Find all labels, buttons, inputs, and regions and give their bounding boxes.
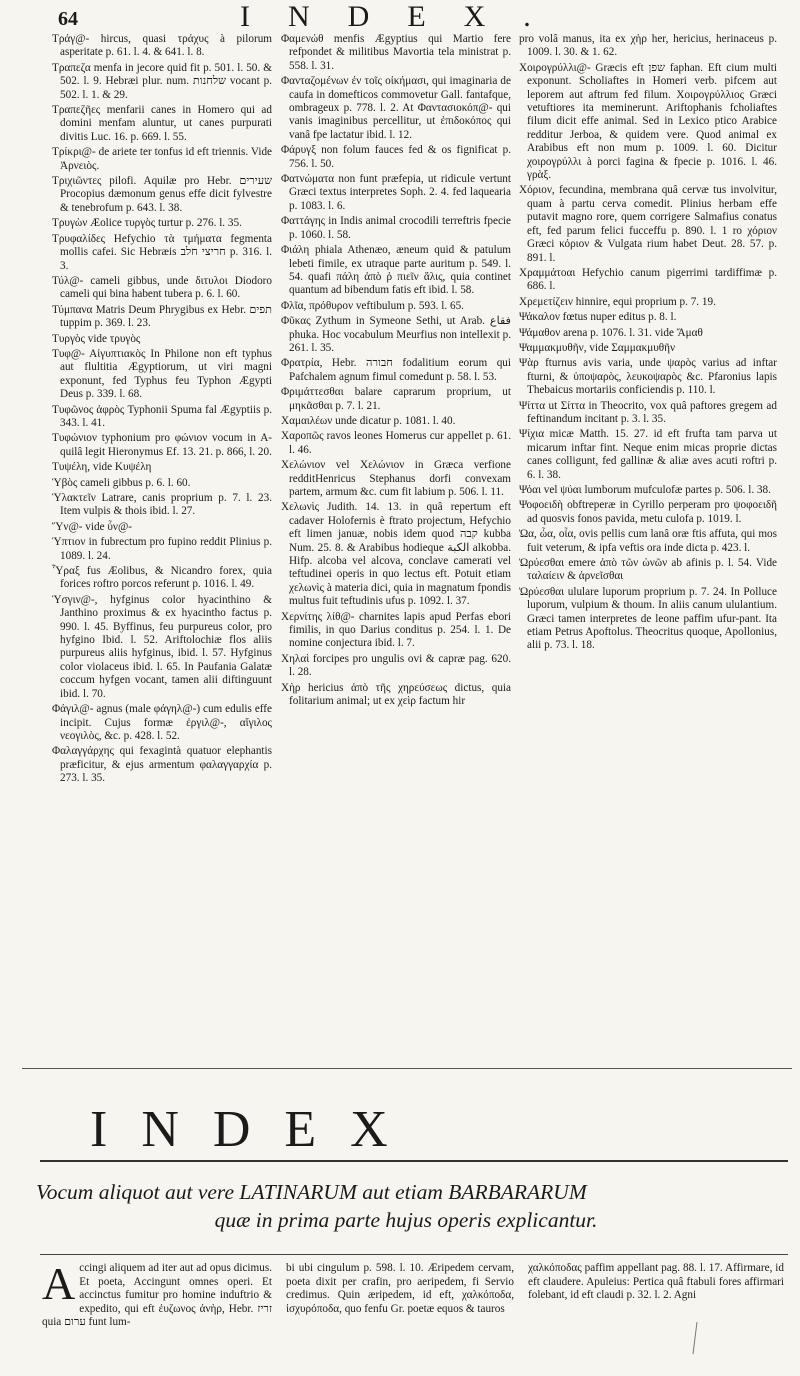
running-head: INDEX. bbox=[240, 0, 569, 33]
drop-cap: A bbox=[42, 1262, 76, 1309]
index-entry: Ὠρύεσθαι ululare luporum proprium p. 7. 24. In Polluce luporum, vulpium & thoum. In aliis canum ululantium. Græci tamen interpretes de leone paffim ufur-pant. Ita etiam Petrus Apoftolus. Theocritus quoque, Apollonius, alii p. 73. l. 18. bbox=[519, 585, 777, 652]
index-entry: Τρίκρι@- de ariete ter tonfus id eft triennis. Vide Ἀρνειὸς. bbox=[52, 146, 272, 172]
index-entry: Τυφῶνος ἀφρὸς Typhonii Spuma fal Ægyptiis p. 343. l. 41. bbox=[52, 403, 272, 429]
index-entry: Ὠρύεσθαι emere ἀπὸ τῶν ὠνῶν ab afinis p. l. 54. Vide ταλαίειν & ἀρνεῖσθαι bbox=[519, 557, 777, 583]
index-entry: Τραπεζα menfa in jecore quid fit p. 501. l. 50. & 502. l. 9. Hebræi plur. num. שלחנות vocant p. 502. l. 1. & 29. bbox=[52, 61, 272, 101]
latin-index-text-2: bi ubi cingulum p. 598. l. 10. Æripedem cervam, poeta dixit per crafin, pro aeripedem, fi Servio credimus. Quin æripedem, id eft, χαλκόποδα, ἰσχυρόποδα, quo fenfu Gr. poetæ equos & tauros bbox=[286, 1262, 514, 1315]
subtitle-rule bbox=[40, 1254, 788, 1255]
index-entry: Χελωνὶς Judith. 14. 13. in quâ repertum eft cadaver Holofernis è ftrato projectum, Hefychio eft limen januæ, nobis idem quod קבה kubba Num. 25. 8. & Arabibus hodieque الكبة alkobba. Hifp. alcoba vel alcova, conclave camerati vel teftudinei operis in quo lectus eft. Potuit etiam χελωνὶς à materia dici, quia in magnatum fpondis multus fuit teftudinis ufus p. 1092. l. 37. bbox=[281, 501, 511, 608]
index-entry: Χελώνιον vel Χελώνιον in Græca verfione redditHenricus Stephanus dorfi convexam partem, armum &c. cum fit labium p. 506. l. 11. bbox=[281, 459, 511, 498]
index-entry: Φατνώματα non funt præfepia, ut ridicule vertunt Græci textus interpretes Soph. 2. 4. fed laquearia p. 1083. l. 6. bbox=[281, 173, 511, 212]
index-entry: Τριχιῶντες pilofi. Aquilæ pro Hebr. שעירים Procopius dæmonum genus effe dicit fylvestre & tenebrofum p. 643. l. 38. bbox=[52, 175, 272, 214]
index-entry: Ὑβὸς cameli gibbus p. 6. l. 60. bbox=[52, 476, 191, 489]
index-entry: Φαλαγγάρχης qui fexagintà quatuor elephantis præficitur, & ejus armentum φαλαγγαρχία p. 273. l. 35. bbox=[52, 745, 272, 785]
index-entry: Τύμπανα Matris Deum Phrygibus ex Hebr. תפים tuppim p. 369. l. 23. bbox=[52, 303, 272, 330]
page-number: 64 bbox=[58, 8, 78, 30]
index-entry: Φρατρία, Hebr. חבורה fodalitium eorum qui Pafchalem agnum fimul comedunt p. 58. l. 53. bbox=[281, 357, 511, 383]
index-entry: Τυφώνιον typhonium pro φώνιον vocum in A-quilâ legit Hieronymus Ef. 13. 21. p. 866, l. 20. bbox=[52, 432, 272, 458]
second-index-subtitle-line-2: quæ in prima parte hujus operis explicantur. bbox=[214, 1208, 598, 1232]
index-entry: Ὕν@- vide ὗν@- bbox=[52, 520, 132, 533]
index-entry: Φιάλη phiala Athenæo, æneum quid & patulum lebeti fimile, ex utraque parte auritum p. 549. l. 54. quafi πάλη ἀπὸ ῥ πιεῖν ἅλις, quia continet quantum ad bibendum fatis eft ibid. l. 58. bbox=[281, 244, 511, 297]
index-entry: Χόριον, fecundina, membrana quâ cervæ tus involvitur, quam à partu cerva comedit. Plinius herbam effe putavit magno rore, quem corrigere Salmafius conatus eft, fed parum felici fucceffu p. 890. l. 1 ro χόριον Græci κόριον & Vulgata rium habet Deut. 28. 57. p. 891. l. bbox=[519, 184, 777, 264]
index-entry: Χερνίτης λίθ@- charnites lapis apud Perfas ebori fimilis, in quo Darius conditus p. 254. l. 1. De nomine conjectura ibid. l. 7. bbox=[281, 610, 511, 650]
index-entry: Τρυγὼν Æolice τυργὸς turtur p. 276. l. 35. bbox=[52, 217, 242, 230]
latin-index-text-1: ccingi aliquem ad iter aut ad opus dicimus. Et poeta, Accingunt omnes operi. Et accinctus fumitur pro homine induftrio & expedito, qui eft ἐυζωνος ἀνὴρ, Hebr. זריז quia ערום funt lum- bbox=[42, 1262, 272, 1329]
index-entry: Τύλ@- cameli gibbus, unde διτυλοι Diodoro cameli qui bina habent tubera p. 6. l. 60. bbox=[52, 274, 272, 301]
index-entry: Ψοφοειδὴ obftreperæ in Cyrillo perperam pro ψοφοειδῆ ad quosvis fonos pavida, metu culofa p. 1019. l. bbox=[519, 499, 777, 525]
index-entry: Τυργὸς vide τρυγὸς bbox=[52, 332, 141, 345]
index-entry: Τραπεζῆες menfarii canes in Homero qui ad domini menfam aluntur, ut canes purpurati divitis Luc. 16. p. 669. l. 55. bbox=[52, 104, 272, 143]
index-entry: pro volâ manus, ita ex χὴρ her, hericius, herinaceus p. 1009. l. 30. & 1. 62. bbox=[519, 33, 777, 59]
index-entry: Φριμάττεσθαι balare caprarum proprium, ut μηκᾶσθαι p. 7. l. 21. bbox=[281, 386, 511, 412]
index-entry: Χαροπῶς ravos leones Homerus cur appellet p. 61. l. 46. bbox=[281, 430, 511, 456]
index-entry: Χραμμάτοαι Hefychio canum pigerrimi tardiffimæ p. 686. l. bbox=[519, 266, 777, 293]
index-entry: Ὗραξ fus Æolibus, & Nicandro forex, quia forices roftro porcos referunt p. 1016. l. 49. bbox=[52, 565, 272, 591]
index-entry: Χηλαὶ forcipes pro ungulis ovi & capræ pag. 620. l. 28. bbox=[281, 652, 511, 679]
index-entry: Φάγιλ@- agnus (male φάγηλ@-) cum edulis effe incipit. Cujus formæ ἐργιλ@-, αἴγιλος νεογιλὸς, &c. p. 428. l. 52. bbox=[52, 703, 272, 742]
index-entry: Χρεμετίζειν hinnire, equi proprium p. 7. 19. bbox=[519, 295, 716, 308]
index-entry: Ψαμμακμυθῆν, vide Σαμμακμυθῆν bbox=[519, 341, 676, 354]
index-entry: Ψίττα ut Σίττα in Theocrito, vox quâ paftores gregem ad feftinandum incitant p. 3. l. 35. bbox=[519, 399, 777, 425]
second-index-subtitle-line-1: Vocum aliquot aut vere LATINARUM aut etiam BARBARARUM bbox=[36, 1180, 587, 1204]
index-entry: Ψὰρ fturnus avis varia, unde ψαρὸς varius ad inftar fturni, & ὑποψαρὸς, λευκοψαρὸς &c. Pfaronius lapis Thebaicus mortariis conficiendis p. 110. l. bbox=[519, 357, 777, 397]
index-entry: Χὴρ hericius ἀπὸ τῆς χηρεύσεως dictus, quia folitarium animal; ut ex χεὶρ factum hir bbox=[281, 681, 511, 708]
pencil-mark-icon bbox=[645, 1318, 705, 1358]
index-entry: Τράγ@- hircus, quasi τράχυς à pilorum asperitate p. 61. l. 4. & 641. l. 8. bbox=[52, 33, 272, 59]
index-entry: Τυφ@- Αἰγυπτιακὸς In Philone non eft typhus aut flultitia Ægyptiorum, ut viri magni exponunt, fed Typhus feu Typhon Ægypti Deus p. 339. l. 68. bbox=[52, 347, 272, 401]
second-index-title: INDEX bbox=[90, 1101, 422, 1158]
index-entry: Ψάμαθον arena p. 1076. l. 31. vide Ἄμαθ bbox=[519, 326, 703, 339]
index-entry: Ὠα, ὦα, οἶα, ovis pellis cum lanâ oræ ftis affuta, qui mos fuit veterum, & ipfa veftis ora inde dicta p. 423. l. bbox=[519, 528, 777, 554]
index-entry: Ὑλακτεῖν Latrare, canis proprium p. 7. l. 23. Item vulpis & thois ibid. l. 27. bbox=[52, 492, 272, 518]
index-entry: Φανταζομένων ἐν τοῖς οἰκήμασι, qui imaginaria de caufa in domefticos commovetur Gall. fantafque, ombrageux p. 778. l. 2. At Φαντασιοκόπ@- qui vanis imaginibus percellitur, ut ἐπιδοκόπος qui vanâ fpe lactatur ibid. l. 12. bbox=[281, 75, 511, 141]
index-entry: Φῦκας Zythum in Symeone Sethi, ut Arab. فقاع phuka. Hoc vocabulum Meurfius non intellexit p. 261. l. 35. bbox=[281, 315, 511, 354]
index-entry: Φάρυγξ non folum fauces fed & os fignificat p. 756. l. 50. bbox=[281, 144, 511, 170]
index-entry: Ὑπτιον in fubrectum pro fupino reddit Plinius p. 1089. l. 24. bbox=[52, 536, 272, 562]
index-entry: Φαμενώθ menfis Ægyptius qui Martio fere refpondet & militibus Mavortia tela ministrat p. 558. l. 31. bbox=[281, 33, 511, 72]
latin-index-text-3: χαλκόποδας paffim appellant pag. 88. l. 17. Affirmare, id eft claudere. Apuleius: Pertica quâ ftabuli fores affirmari folebant, id eft claudi p. 32. l. 2. Agni bbox=[528, 1262, 784, 1302]
index-entry: Φαττάγης in Indis animal crocodili terreftris fpecie p. 1060. l. 58. bbox=[281, 215, 511, 241]
index-entry: Ψίχια micæ Matth. 15. 27. id eft frufta tam parva ut micarum inftar fint. Neque enim micas proprie dictas canes colligunt, fed gallinæ & aliæ aves acuti roftri p. 6. l. 38. bbox=[519, 428, 777, 481]
index-column-1 bbox=[52, 33, 272, 1048]
title-rule bbox=[40, 1160, 788, 1162]
index-entry: Ψόαι vel ψύαι lumborum mufculofæ partes p. 506. l. 38. bbox=[519, 484, 771, 496]
index-entry: Χαμαιλέων unde dicatur p. 1081. l. 40. bbox=[281, 414, 456, 427]
index-entry: Ψάκαλον fœtus nuper editus p. 8. l. bbox=[519, 311, 677, 324]
index-entry: Φλῖα, πρόθυρον veftibulum p. 593. l. 65. bbox=[281, 299, 464, 312]
index-column-3 bbox=[519, 33, 777, 1048]
index-entry: Ὑσγιν@-, hyfginus color hyacinthino & Janthino proximus & ex hyacintho factus p. 990. l. 45. Byffinus, feu purpureus color, pro hyfgino Ibid. l. 52. Ariftolochiæ flos aliis purpureus aliis hyfginus, ibid. l. 57. Hyfginus color violaceus ibid. l. 65. In Paufania Galatæ coccum hyfgen vocant, tamen alii diftinguunt ibid. l. 70. bbox=[52, 593, 272, 700]
section-divider bbox=[22, 1068, 792, 1069]
index-entry: Τρυφαλίδες Hefychio τὰ τμήματα fegmenta mollis cafei. Sic Hebræis חריצי חלב p. 316. l. 3. bbox=[52, 232, 272, 272]
latin-index-column-1 bbox=[42, 1262, 272, 1362]
index-column-2 bbox=[281, 33, 511, 1048]
latin-index-column-2 bbox=[286, 1262, 514, 1362]
index-entry: Τυψέλη, vide Κυψέλη bbox=[52, 461, 152, 474]
index-entry: Χοιρογρύλλι@- Græcis eft שפן faphan. Eft cium multi exponunt. Scholiaftes in Homeri verb. pifcem aut leporem aut aftrum fed filum. Χοιρογρύλλιος Græci vetuftiores ita meminerunt. Ariftophanis fcholiaftes filum dicit effe animal. Sed in Lexico ptico Arabice redditur Jerboa, & quidem vere. Quod animal ex Arabibus eft non mum p. 1009. l. 60. Dicitur χοιρογρύλλι à porci fagina & fpecie p. 1016. l. 46. γρὰξ. bbox=[519, 61, 777, 182]
